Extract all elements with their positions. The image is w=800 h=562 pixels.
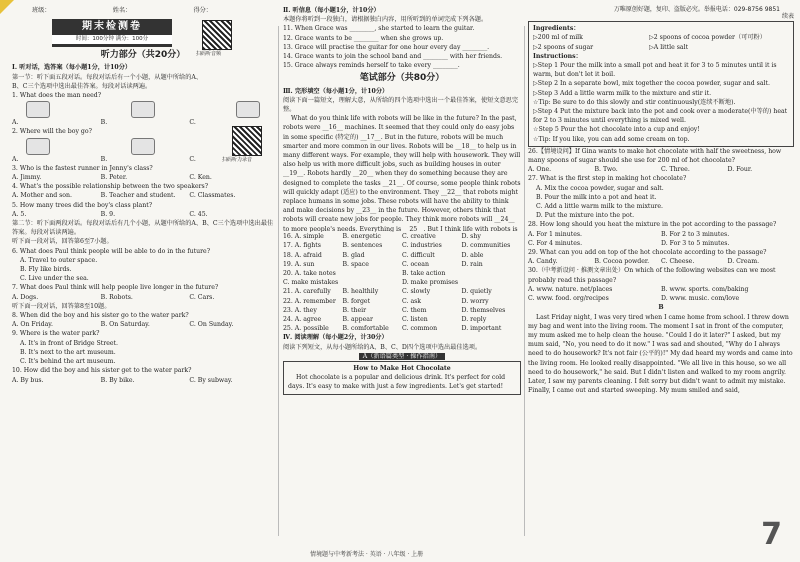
step-3: ▷Step 3 Add a little warm milk to the mixture and stir it. [533,89,712,97]
choice-option[interactable]: B. space [342,260,369,268]
field-name: 姓名： [112,7,132,14]
picture-option-icon [131,138,155,155]
choice-option[interactable]: B. take action [402,270,446,278]
question-9: 9. Where is the water park? [12,330,100,338]
ingredient-item: ▷200 ml of milk [533,34,583,42]
recipe-box [283,361,521,395]
q26-options [528,165,794,174]
column-divider [278,26,279,536]
picture-option-icon [26,138,50,155]
qr-label: 扫码听音频 [196,51,222,57]
question-11[interactable]: 11. When Grace was ________, she started to learn the guitar. [283,25,475,33]
choice-option[interactable]: B. their [342,306,367,314]
option-d[interactable]: D. Four. [727,166,753,174]
q7-options [12,293,274,302]
step-4: ▷Step 4 Put the mixture back into the pot and cook over a moderate(中等的) heat for 2 to 3 minutes until everything is mixed well. [533,108,788,125]
choice-option[interactable]: 19. A. sun [283,260,315,268]
section-a-tag: A（新语篇类型 · 操作指南） [359,353,445,360]
option-a[interactable]: A. Candy. [528,258,558,266]
choice-row [283,269,521,278]
choice-option[interactable]: B. healthily [342,288,379,296]
choice-row [283,232,521,241]
choice-option[interactable]: D. make promises [402,279,459,287]
question-15[interactable]: 15. Grace always reminds herself to take every ________. [283,62,460,70]
q5-options [12,210,274,219]
choice-option[interactable]: D. shy [461,233,481,241]
option-a[interactable]: A. [12,155,19,163]
choice-option[interactable] [462,269,522,278]
ingredients-heading: Ingredients： [533,25,580,33]
option-b[interactable]: B. Robots. [100,293,133,301]
choice-option[interactable]: B. energetic [342,233,381,241]
banner-title: 期末检测卷 [82,21,142,33]
choice-option[interactable]: 25. A. possible [283,325,329,333]
option-c[interactable]: C. [189,119,196,127]
choice-option[interactable]: C. creative [402,233,436,241]
option-a[interactable]: A. [12,119,19,127]
ingredient-item: ▷2 spoons of sugar [533,43,594,51]
question-4: 4. What's the possible relationship between the two speakers? [12,183,209,191]
choice-option[interactable]: 21. A. carefully [283,288,331,296]
choice-row [283,297,521,306]
qr-code-icon[interactable] [202,20,232,50]
option-a[interactable]: A. www. nature. net/places [528,285,613,293]
field-score: 得分： [193,7,212,14]
option-b[interactable]: B. [100,155,108,163]
option-a[interactable]: A. Dogs. [12,293,39,301]
column-divider [524,26,525,536]
step-1: ▷Step 1 Pour the milk into a small pot and heat it for 3 to 5 minutes until it is warm, but don't let it boil. [533,62,777,79]
choice-option[interactable]: D. reply [461,316,487,324]
part4-heading: Ⅳ. 阅读理解（每小题2分，计30分） [283,334,388,342]
choice-row [283,278,521,287]
option-a[interactable]: A. 5. [12,210,27,218]
q9-option-b[interactable]: B. It's next to the art museum. [20,348,116,356]
exam-banner [52,19,172,47]
step-2: ▷Step 2 In a separate bowl, mix together the cocoa powder, sugar and salt. [533,80,770,88]
header-notice: 万唯原创好题，复印、盗版必究。举报电话：029-8756 9851 [613,6,780,13]
option-c[interactable]: C. By subway. [189,376,233,384]
part1b-instruction: 第二节：听下面两段对话。每段对话后有几个小题，从题中所给的A、B、C三个选项中选出最佳答案。每段对话读两遍。 [12,220,274,237]
recipe-intro: Hot chocolate is a popular and delicious drink. It's perfect for cold days. It's easy to make with just a few ingredients. Let's get started! [288,374,506,391]
choice-option[interactable]: D. themselves [461,306,506,314]
question-8: 8. When did the boy and his sister go to the water park? [12,312,189,320]
step-5: ☆Step 5 Pour the hot chocolate into a cup and enjoy! [533,126,700,134]
option-c[interactable]: C. Cheese. [661,258,695,266]
choice-option[interactable]: C. ask [402,297,422,305]
option-a[interactable]: A. One. [528,166,552,174]
choice-option[interactable]: 22. A. remember [283,297,336,305]
option-a[interactable]: A. By bus. [12,376,44,384]
choice-option[interactable]: D. communities [461,242,511,250]
question-12[interactable]: 12. Grace wants to be ________ when she grows up. [283,34,444,42]
question-27: 27. What is the first step in making hot chocolate? [528,175,687,183]
q6-option-c[interactable]: C. Live under the sea. [20,275,89,283]
question-2: 2. Where will the boy go? [12,128,92,136]
q30-options-2 [528,294,794,303]
field-class: 班级： [32,7,51,14]
recipe-title: How to Make Hot Chocolate [353,365,451,373]
ingredient-row [533,33,789,42]
choice-option[interactable]: 18. A. afraid [283,251,322,259]
part-b-label: B [658,304,664,312]
choice-row [283,260,521,269]
q27-option-d[interactable]: D. Put the mixture into the pot. [536,212,635,220]
question-28: 28. How long should you heat the mixture in the pot according to the passage? [528,221,777,229]
option-d[interactable]: D. For 3 to 5 minutes. [661,239,730,247]
choice-option[interactable]: D. important [461,325,502,333]
choice-row [283,251,521,260]
choice-row [283,324,521,333]
tip-1: ☆Tip: Be sure to do this slowly and stir continuously(连续不断地). [533,98,736,106]
ingredient-row [533,43,789,52]
question-29: 29. What can you add on top of the hot chocolate according to the passage? [528,249,767,257]
part1-instruction: 第一节：听下面五段对话。每段对话后有一个小题，从题中所给的A、B、C三个选项中选出最佳答案。每段对话读两遍。 [12,73,203,90]
question-5: 5. How many trees did the boy's class plant? [12,201,153,209]
option-c[interactable]: C. On Sunday. [189,321,234,329]
part2-instruction: 本题你将听到一段独白，请根据独白内容，用所听到的单词完成下列各题。 [283,16,488,24]
option-c[interactable]: C. www. food. org/recipes [528,295,609,303]
q30-options-1 [528,285,794,294]
written-title: 笔试部分（共80分） [359,73,445,84]
option-b[interactable]: B. 9. [100,210,116,218]
option-c[interactable]: C. Three. [661,166,690,174]
picture-option-icon [236,101,260,118]
choice-option[interactable]: C. industries [402,242,442,250]
option-b[interactable]: B. Two. [594,166,618,174]
q10-options [12,376,274,385]
option-a[interactable]: A. Mother and son. [12,192,72,200]
student-fields [32,6,212,15]
choice-option[interactable]: C. common [402,325,438,333]
option-a[interactable]: A. On Friday. [12,321,53,329]
choice-option[interactable]: 23. A. they [283,306,317,314]
choice-option[interactable]: D. able [461,251,484,259]
option-b[interactable]: B. Peter. [100,174,128,182]
story-passage: Last Friday night, I was very tired when I came home from school. I threw down my bag and went into the living room. The moment I sat in front of the computer, my mum asked me to help clean the house. "Could I do it later?" I asked, but my mum said, "No, you need to do it now." I was sad and shouted, "Why do I always need to do housework? It's not fair (公平的)!" My dad heard my words and came into the living room. He looked really disappointed. "We all live in this house, so we all need to do housework," he said. But I didn't listen and walked to my room angrily. Later, I saw my parents cleaning. I felt sorry but didn't want to admit my mistake. Finally, I came out and started sweeping. My mum smiled and said, [528,313,793,395]
choice-row [283,315,521,324]
qr-code-2-icon[interactable] [232,126,262,156]
option-c[interactable]: C. For 4 minutes. [528,239,583,247]
question-14[interactable]: 14. Grace wants to join the school band and ________ with her friends. [283,53,503,61]
cloze-passage: What do you think life with robots will be like in the future? In the past, robots were __16__ machines. It seemed that they could only do easy jobs in some specific (特定的) __17__. But in the future, robots will be much smarter and more common in our lives. Robots will be __18__ to help us in many different ways. For example, they will help with housework. They will also help us with more difficult jobs, such as building houses in outer __19__. Robots hardly __20__ when they do something because they are designed to complete the tasks __21__. Of course, some people think robots will quickly adapt (适应) to the environment. They __22__ that robots might replace humans in some jobs. These robots will have the ability to think and make decisions by __23__ in the future. However, others think that robots will create new jobs for people. They think more robots will __24__ to more people's needs. Everything is __25__. But I think life with robots is [283,115,521,233]
q9-option-a[interactable]: A. It's in front of Bridge Street. [20,339,118,347]
q28-options-1 [528,230,794,239]
part3-instruction: 阅读下面一篇短文，理解大意，从所给的四个选项中选出一个最佳答案，使短文意思完整。 [283,96,519,114]
part1b-sub: 听下面一段对话，回答第6至7小题。 [12,238,113,246]
q2-pictures [26,138,260,154]
q6-option-a[interactable]: A. Travel to outer space. [20,256,98,264]
choice-option[interactable]: C. make mistakes [283,279,339,287]
option-b[interactable]: B. Teacher and student. [100,192,176,200]
q8-options [12,320,274,329]
picture-option-icon [26,101,50,118]
question-1: 1. What does the man need? [12,92,102,100]
choice-option[interactable]: C. difficult [402,251,435,259]
choice-option[interactable]: 17. A. fights [283,242,321,250]
choice-option[interactable]: D. rain [461,260,483,268]
option-d[interactable]: D. www. music. com/love [661,295,740,303]
choice-option[interactable]: B. forget [342,297,371,305]
choice-option[interactable]: D. quietly [461,288,492,296]
picture-option-icon [131,101,155,118]
option-c[interactable]: C. Ken. [189,174,212,182]
option-b[interactable]: B. For 2 to 3 minutes. [661,230,730,238]
ingredient-item: ▷2 spoons of cocoa powder（可可粉） [649,34,766,42]
tip-2: ☆Tip: If you like, you can add some cream on top. [533,135,690,143]
q1-pictures [26,101,260,117]
choice-option[interactable]: B. appear [342,316,373,324]
question-26: 26.【情境设问】If Gina wants to make hot chocolate with half the sweetness, how many spoons of sugar should she use for 200 ml of hot chocolate? [528,147,782,165]
choice-option[interactable]: 16. A. simple [283,233,324,241]
question-30: 30.（中考新设问 · 推测文章出处）On which of the following websites can we most probably read this passage? [528,267,776,284]
cloze-choices [283,232,521,333]
footer-title: 情境题与中考新考法 · 英语 · 八年级 · 上册 [310,551,424,558]
choice-row [283,306,521,315]
choice-option[interactable] [343,269,403,278]
q3-options [12,173,274,182]
choice-row [283,287,521,296]
question-13[interactable]: 13. Grace will practise the guitar for one hour every day ________. [283,43,490,51]
instructions-heading: Instructions： [533,52,582,60]
q27-option-c[interactable]: C. Add a little warm milk to the mixture. [536,203,663,211]
option-c[interactable]: C. [189,155,196,163]
q4-options [12,191,274,200]
option-b[interactable]: B. www. sports. com/baking [661,285,749,293]
left-column [12,6,274,385]
choice-option[interactable]: 20. A. take notes [283,270,336,278]
option-c[interactable]: C. Classmates. [189,192,236,200]
option-a[interactable]: A. For 1 minutes. [528,230,583,238]
choice-option[interactable] [462,278,522,287]
part3-heading: Ⅲ. 完形填空（每小题1分，计10分） [283,87,389,95]
question-10: 10. How did the boy and his sister get to the water park? [12,367,192,375]
question-6: 6. What does Paul think people will be able to do in the future? [12,247,211,255]
q9-option-c[interactable]: C. It's behind the art museum. [20,358,116,366]
page-number: 7 [761,517,782,552]
listening-title: 听力部分（共20分） [100,50,186,61]
choice-option[interactable]: D. worry [461,297,489,305]
q6-option-b[interactable]: B. Fly like birds. [20,266,72,274]
choice-row [283,241,521,250]
option-c[interactable]: C. Cars. [189,293,215,301]
part4-instruction: 阅读下列短文，从每小题所给的A、B、C、D四个选项中选出最佳选项。 [283,343,482,351]
choice-option[interactable]: C. listen [402,316,428,324]
option-b[interactable]: B. By bike. [100,376,135,384]
part1-heading: Ⅰ. 听对话，选答案（每小题1分，计10分） [12,64,132,72]
part1b-sub2: 听下面一段对话，回答第8至10题。 [12,302,111,310]
choice-option[interactable]: B. sentences [342,242,383,250]
banner-subtitle: 时间：100分钟 满分：100分 [52,35,172,44]
option-d[interactable]: D. Cream. [727,258,760,266]
question-3: 3. Who is the fastest runner in Jenny's class? [12,164,153,172]
right-column [528,14,794,403]
middle-column [283,6,521,395]
part4-a-label [283,352,521,361]
continued-label: 续表 [781,13,794,20]
q29-options [528,257,794,266]
q27-option-b[interactable]: B. Pour the milk into a pot and heat it. [536,193,657,201]
recipe-continued-box [528,21,794,147]
option-b[interactable]: B. [100,119,108,127]
choice-option[interactable]: C. them [402,306,427,314]
q27-option-a[interactable]: A. Mix the cocoa powder, sugar and salt. [536,184,664,192]
option-a[interactable]: A. Jimmy. [12,174,42,182]
choice-option[interactable]: B. glad [342,251,365,259]
choice-option[interactable]: C. slowly [402,288,431,296]
option-b[interactable]: B. Cocoa powder. [594,258,650,266]
option-c[interactable]: C. 45. [189,210,208,218]
choice-option[interactable]: C. ocean [402,260,429,268]
part2-heading: Ⅱ. 听信息（每小题1分，计10分） [283,7,380,14]
choice-option[interactable]: B. comfortable [342,325,389,333]
ingredient-item: ▷A little salt [649,43,689,51]
choice-option[interactable]: 24. A. agree [283,316,322,324]
choice-option[interactable] [343,278,403,287]
option-b[interactable]: B. On Saturday. [100,321,150,329]
question-7: 7. What does Paul think will help people live longer in the future? [12,284,219,292]
q28-options-2 [528,239,794,248]
qr2-label: 扫码听力录音 [222,157,253,163]
